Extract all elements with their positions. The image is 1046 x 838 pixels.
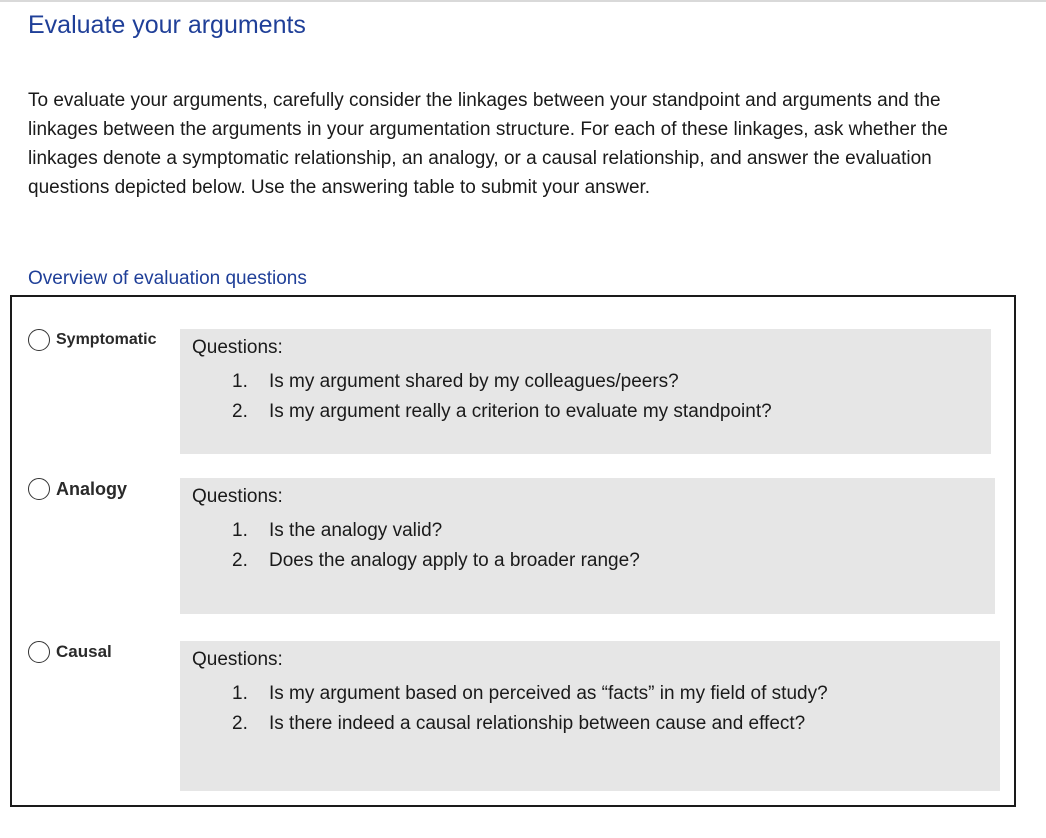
question-number: 2. xyxy=(232,713,248,734)
questions-heading: Questions: xyxy=(192,337,283,358)
question-text: Is my argument shared by my colleagues/peers? xyxy=(269,371,679,392)
questions-panel-causal xyxy=(180,641,1000,791)
option-label-causal: Causal xyxy=(56,642,112,661)
radio-analogy[interactable] xyxy=(28,478,50,500)
option-analogy[interactable] xyxy=(28,478,127,500)
option-symptomatic[interactable] xyxy=(28,329,156,351)
questions-panel-analogy xyxy=(180,478,995,614)
question-number: 1. xyxy=(232,520,248,541)
intro-paragraph: To evaluate your arguments, carefully consider the linkages between your standpoint and arguments and the linkages between the arguments in your argumentation structure. For each of these linkages, ask whether the linkages denote a symptomatic relationship, an analogy, or a causal relationship, and answer the evaluation questions depicted below. Use the answering table to submit your answer. xyxy=(28,90,948,198)
question-number: 1. xyxy=(232,683,248,704)
radio-symptomatic[interactable] xyxy=(28,329,50,351)
questions-panel-symptomatic xyxy=(180,329,991,454)
question-number: 2. xyxy=(232,401,248,422)
question-text: Is the analogy valid? xyxy=(269,520,443,541)
overview-heading: Overview of evaluation questions xyxy=(28,268,307,289)
question-item xyxy=(232,683,828,705)
questions-heading: Questions: xyxy=(192,486,283,507)
question-text: Does the analogy apply to a broader range? xyxy=(269,550,640,571)
question-item xyxy=(232,713,805,735)
questions-heading: Questions: xyxy=(192,649,283,670)
option-label-analogy: Analogy xyxy=(56,478,128,499)
question-item xyxy=(232,520,442,542)
option-causal[interactable] xyxy=(28,641,112,663)
question-text: Is my argument based on perceived as “facts” in my field of study? xyxy=(269,683,828,704)
question-item xyxy=(232,550,640,572)
question-number: 1. xyxy=(232,371,248,392)
question-text: Is there indeed a causal relationship between cause and effect? xyxy=(269,713,806,734)
option-label-symptomatic: Symptomatic xyxy=(56,331,157,348)
page-title: Evaluate your arguments xyxy=(28,11,306,39)
question-item xyxy=(232,401,772,423)
question-text: Is my argument really a criterion to evaluate my standpoint? xyxy=(269,401,772,422)
question-number: 2. xyxy=(232,550,248,571)
top-divider xyxy=(0,0,1046,2)
question-item xyxy=(232,371,679,393)
radio-causal[interactable] xyxy=(28,641,50,663)
